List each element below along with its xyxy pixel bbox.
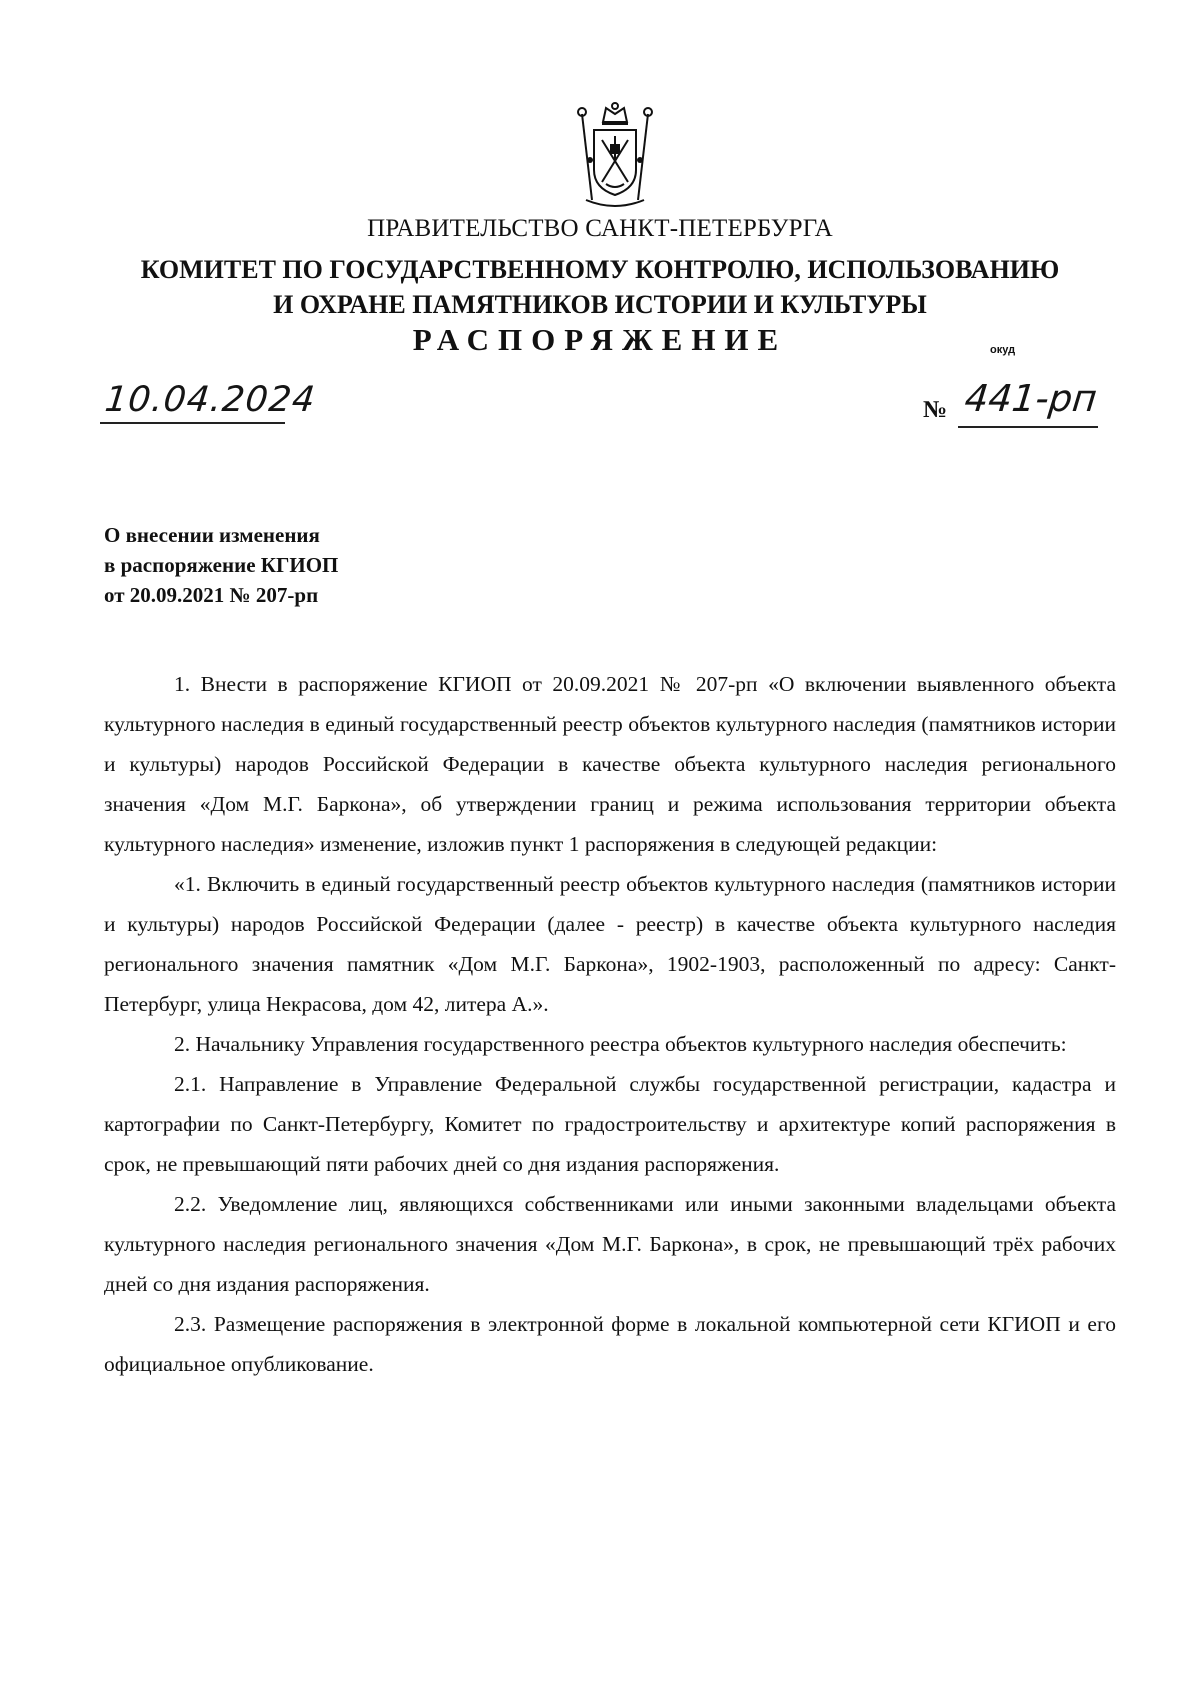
subject-line: О внесении изменения — [104, 523, 320, 547]
document-type-title: РАСПОРЯЖЕНИЕ — [412, 322, 788, 357]
body-paragraph-2-3: 2.3. Размещение распоряжения в электронной форме в локальной компьютерной сети КГИОП и его официальное опубликование. — [104, 1312, 1116, 1376]
subject-line: в распоряжение КГИОП — [104, 553, 339, 577]
document-subject — [104, 520, 338, 610]
okud-label: окуд — [990, 344, 1016, 356]
committee-title — [60, 252, 1140, 322]
handwritten-document-number: 441-рп — [962, 377, 1099, 420]
committee-title-line-1: КОМИТЕТ ПО ГОСУДАРСТВЕННОМУ КОНТРОЛЮ, ИСПОЛЬЗОВАНИЮ — [140, 255, 1060, 284]
committee-title-line-2: И ОХРАНЕ ПАМЯТНИКОВ ИСТОРИИ И КУЛЬТУРЫ — [273, 290, 927, 319]
body-paragraph-2-2: 2.2. Уведомление лиц, являющихся собственниками или иными законными владельцами объекта культурного наследия регионального значения «Дом М.Г. Баркона», в срок, не превышающий трёх рабочих дней со дня издания распоряжения. — [104, 1192, 1116, 1296]
number-underline — [958, 426, 1098, 428]
body-paragraph-2-1: 2.1. Направление в Управление Федеральной службы государственной регистрации, кадастра и картографии по Санкт-Петербургу, Комитет по градостроительству и архитектуре копий распоряжения в срок, не превышающий пяти рабочих дней со дня издания распоряжения. — [104, 1072, 1116, 1176]
subject-line: от 20.09.2021 № 207-рп — [104, 583, 319, 607]
body-paragraph-1: 1. Внести в распоряжение КГИОП от 20.09.2021 № 207-рп «О включении выявленного объекта культурного наследия в единый государственный реестр объектов культурного наследия (памятников истории и культуры) народов Российской Федерации в качестве объекта культурного наследия регионального значения «Дом М.Г. Баркона», об утверждении границ и режима использования территории объекта культурного наследия» изменение, изложив пункт 1 распоряжения в следующей редакции: — [104, 672, 1116, 856]
document-body — [104, 664, 1116, 1384]
date-underline — [100, 422, 285, 424]
body-paragraph-quoted-item-1: «1. Включить в единый государственный реестр объектов культурного наследия (памятников истории и культуры) народов Российской Федерации (далее - реестр) в качестве объекта культурного наследия регионального значения памятник «Дом М.Г. Баркона», 1902-1903, расположенный по адресу: Санкт-Петербург, улица Некрасова, дом 42, литера А.». — [104, 872, 1116, 1016]
body-paragraph-2: 2. Начальнику Управления государственного реестра объектов культурного наследия обеспечить: — [174, 1032, 1067, 1056]
number-sign: № — [923, 397, 948, 423]
government-title: ПРАВИТЕЛЬСТВО САНКТ-ПЕТЕРБУРГА — [367, 215, 833, 242]
handwritten-date: 10.04.2024 — [102, 380, 318, 420]
coat-of-arms-emblem — [570, 100, 660, 210]
